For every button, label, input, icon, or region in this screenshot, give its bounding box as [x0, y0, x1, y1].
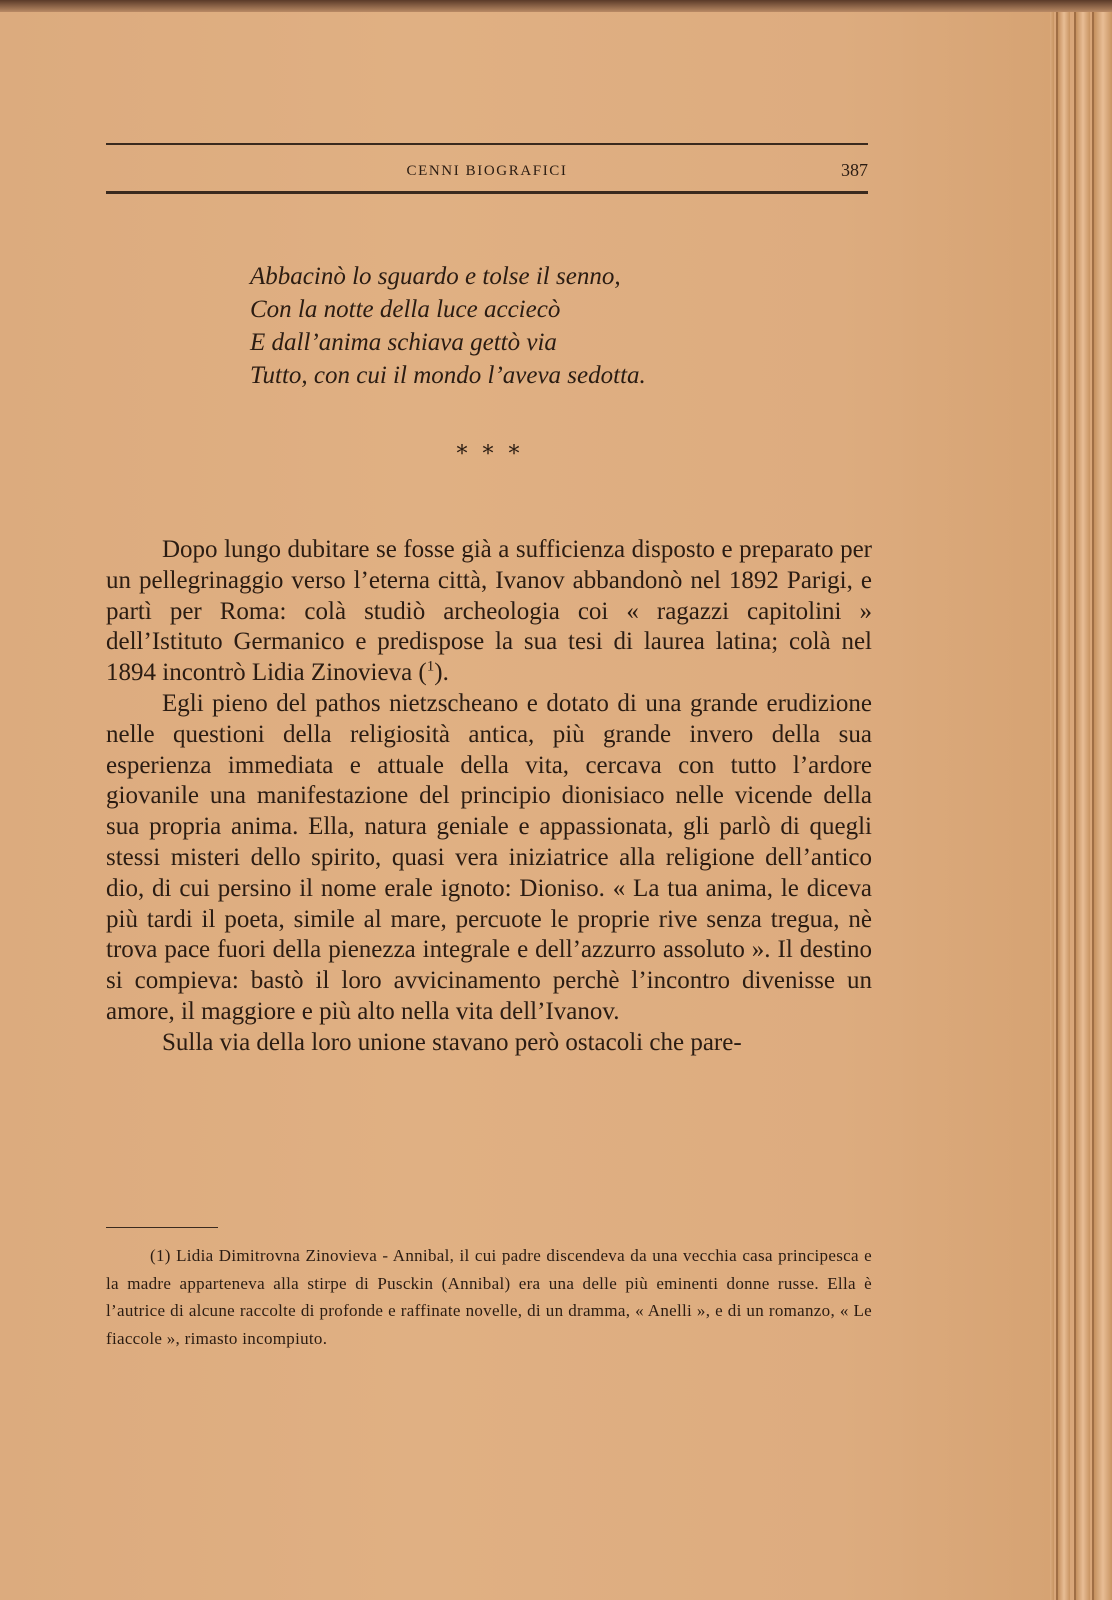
verse-quotation: [250, 260, 810, 392]
running-head: CENNI BIOGRAFICI: [406, 163, 568, 179]
book-page: [0, 10, 1050, 1600]
footnote-number: (1): [150, 1246, 171, 1265]
footnote-rule: [106, 1227, 218, 1228]
page-edge: [1094, 0, 1112, 1600]
page-edge: [1076, 0, 1090, 1600]
verse-line: E dall’anima schiava gettò via: [250, 329, 557, 356]
page-edge: [1058, 0, 1070, 1600]
paragraph-text: Dopo lungo dubitare se fosse già a sufficienza disposto e preparato per un pellegrinaggio verso l’eterna città, Ivanov abbandonò nel 1892 Parigi, e partì per Roma: colà studiò archeologia coi « ragazzi capitolini » dell’Istituto Germanico e predispose la sua tesi di laurea latina; colà nel 1894 incontrò Lidia Zinovieva (: [106, 536, 872, 687]
paragraph: Egli pieno del pathos nietzscheano e dotato di una grande erudizione nelle questioni della religiosità antica, più grande invero della sua esperienza immediata e attuale della vita, cercava con tutto l’ardore giovanile una manifestazione del principio dionisiaco nelle vicende della sua propria anima. Ella, natura geniale e appassionata, gli parlò di quegli stessi misteri dello spirito, quasi vera iniziatrice alla religione dell’antico dio, di cui persino il nome erale ignoto: Dioniso. « La tua anima, le diceva più tardi il poeta, simile al mare, percuote le proprie rive senza tregua, nè trova pace fuori della pienezza integrale e dell’azzurro assoluto ». Il destino si compieva: bastò il loro avvicinamento perchè l’incontro divenisse un amore, il maggiore e più alto nella vita dell’Ivanov.: [106, 689, 872, 1025]
verse-line: Tutto, con cui il mondo l’aveva sedotta.: [250, 362, 646, 389]
page-header: [106, 160, 868, 186]
page-top-shadow: [0, 0, 1112, 12]
verse-line: Con la notte della luce acciecò: [250, 296, 561, 323]
page-edge-line: [1074, 0, 1076, 1600]
verse-line: Abbacinò lo sguardo e tolse il senno,: [250, 263, 621, 290]
header-rule: [106, 143, 868, 145]
page-edge-line: [1092, 0, 1094, 1600]
body-text: [106, 535, 872, 1059]
page-number: 387: [841, 160, 868, 180]
paragraph: Sulla via della loro unione stavano però ostacoli che pare-: [162, 1028, 742, 1056]
footnote-reference: 1: [426, 658, 435, 675]
paragraph: [106, 535, 872, 689]
header-rule: [106, 191, 868, 194]
section-separator: * * *: [456, 442, 524, 467]
footnote-text: Lidia Dimitrovna Zinovieva - Annibal, il cui padre discendeva da una vecchia casa principesca e la madre apparteneva alla stirpe di Pusckin (Annibal) era una delle più eminenti donne russe. Ella è l’autrice di alcune raccolte di profonde e raffinate novelle, di un dramma, « Anelli », e di un romanzo, « Le fiaccole », rimasto incompiuto.: [106, 1246, 872, 1348]
paragraph-text: ).: [434, 659, 449, 687]
footnote: [106, 1242, 872, 1352]
page-edge-line: [1056, 0, 1058, 1600]
